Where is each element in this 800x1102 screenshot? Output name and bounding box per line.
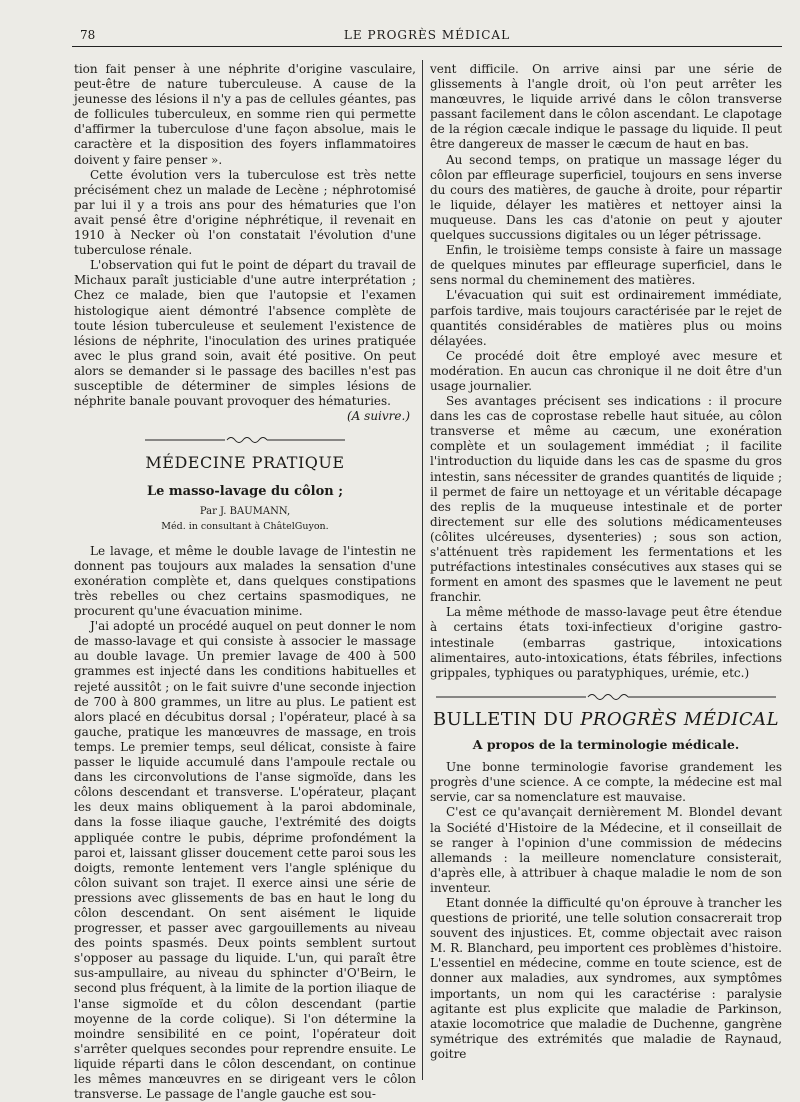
paragraph: Cette évolution vers la tuberculose est très nette précisément chez un malade de Lecène ; néphrotomisé par lui il y a trois ans pour des hématuries que l'on avait pensé être d'origine néphrétique, il revenait en 1910 à Necker où l'on constatait l'évolution d'une tuberculose rénale.: [74, 167, 416, 258]
bulletin-journal-name: PROGRÈS MÉDICAL: [580, 708, 780, 730]
paragraph: La même méthode de masso-lavage peut être étendue à certains états toxi-infectieux d'origine gastro-intestinale (embarras gastrique, intoxications alimentaires, auto-intoxications, états fébriles, infections grippales, typhiques ou paratyphiques, urémie, etc.): [430, 605, 782, 680]
section-title: MÉDECINE PRATIQUE: [145, 453, 345, 473]
ornament-divider: [430, 691, 782, 706]
article-title: Le masso-lavage du côlon ;: [146, 484, 344, 500]
byline: Par J. BAUMANN,: [199, 505, 291, 517]
right-column: [430, 62, 782, 1062]
paragraph: L'observation qui fut le point de départ du travail de Michaux paraît justiciable d'une autre interprétation ; Chez ce malade, bien que l'autopsie et l'examen histologique aient démontré l'absence complète de toute lésion tuberculeuse et seulement l'existence de lésions de néphrite, l'inoculation des urines pratiquée avec le plus grand soin, avait été positive. On peut alors se demander si le passage des bacilles n'est pas susceptible de déterminer de simples lésions de néphrite banale pouvant provoquer des hématuries.: [74, 258, 416, 409]
paragraph: vent difficile. On arrive ainsi par une série de glissements à l'angle droit, où l'on peut arrêter les manœuvres, le liquide arrivé dans le côlon transverse passant facilement dans le côlon ascendant. Le clapotage de la région cæcale indique le passage du liquide. Il peut être dangereux de masser le cæcum de haut en bas.: [430, 62, 782, 152]
column-divider: [422, 60, 423, 1080]
paragraph: J'ai adopté un procédé auquel on peut donner le nom de masso-lavage et qui consiste à associer le massage au double lavage. Un premier lavage de 400 à 500 grammes est injecté dans les conditions habituelles et rejeté aussitôt ; on le fait suivre d'une seconde injection de 700 à 800 grammes, un litre au plus. Le patient est alors placé en décubitus dorsal ; l'opérateur, placé à sa gauche, pratique les manœuvres de massage, en trois temps. Le premier temps, seul délicat, consiste à faire passer le liquide accumulé dans l'ampoule rectale ou dans les circonvolutions de l'anse sigmoïde, dans les côlons descendant et transverse. L'opérateur, plaçant les deux mains obliquement à la paroi abdominale, dans la fosse iliaque gauche, l'extrémité des doigts appliquée contre le pubis, déprime profondément la paroi et, laissant glisser doucement cette paroi sous les doigts, remonte lentement vers l'angle splénique du côlon suivant son trajet. Il exerce ainsi une série de pressions avec glissements de bas en haut le long du côlon descendant. On sent aisément le liquide progresser, et passer avec gargouillements au niveau des points spasmés. Deux points semblent surtout s'opposer au passage du liquide. L'un, qui paraît être sus-ampullaire, au niveau du sphincter d'O'Beirn, le second plus fréquent, à la limite de la portion iliaque de l'anse sigmoïde et du côlon descendant (partie moyenne de la corde colique). Si l'on détermine la moindre sensibilité en ce point, l'opérateur doit s'arrêter quelques secondes pour reprendre ensuite. Le liquide réparti dans le côlon descendant, on continue les mêmes manœuvres en se dirigeant vers le côlon transverse. Le passage de l'angle gauche est sou-: [74, 619, 416, 1102]
running-header: [72, 24, 782, 47]
paragraph: L'évacuation qui suit est ordinairement immédiate, parfois tardive, mais toujours caractérisée par le rejet de quantités considérables de matières plus ou moins délayées.: [430, 288, 782, 348]
ornament-divider: [74, 434, 416, 449]
paragraph: Ce procédé doit être employé avec mesure et modération. En aucun cas chronique il ne doit être d'un usage journalier.: [430, 348, 782, 393]
paragraph: Le lavage, et même le double lavage de l'intestin ne donnent pas toujours aux malades la sensation d'une exonération complète et, dans quelques constipations très rebelles ou chez certains spasmodiques, ne procurent qu'une évacuation minime.: [74, 543, 416, 619]
page-number: 78: [80, 28, 96, 42]
to-be-continued: (A suivre.): [347, 409, 410, 424]
journal-title: LE PROGRÈS MÉDICAL: [343, 28, 511, 42]
paragraph: Etant donnée la difficulté qu'on éprouve à trancher les questions de priorité, une telle solution consacrerait trop souvent des injustices. Et, comme objectait avec raison M. R. Blanchard, peu importent ces problèmes d'histoire. L'essentiel en médecine, comme en toute science, est de donner aux maladies, aux syndromes, aux symptômes importants, un nom qui les caractérise : paralysie agitante est plus explicite que maladie de Parkinson, ataxie locomotrice que maladie de Duchenne, gangrène symétrique des extrémités que maladie de Raynaud, goitre: [430, 895, 782, 1061]
left-column: [74, 62, 416, 1102]
paragraph: Une bonne terminologie favorise grandement les progrès d'une science. A ce compte, la médecine est mal servie, car sa nomenclature est mauvaise.: [430, 760, 782, 805]
paragraph: Ses avantages précisent ses indications : il procure dans les cas de coprostase rebelle haut située, au côlon transverse et même au cæcum, une exonération complète et un soulagement immédiat ; il facilite l'introduction du liquide dans les cas de spasme du gros intestin, sans nécessiter de grandes quantités de liquide ; il permet de faire un nettoyage et un véritable décapage des replis de la muqueuse intestinale et de porter directement sur elle des solutions médicamenteuses (côlites ulcéreuses, dysenteries) ; sous son action, s'atténuent très rapidement les fermentations et les putréfactions intestinales consécutives aux stases qui se forment en amont des spasmes que le lavement ne peut franchir.: [430, 394, 782, 605]
paragraph: Au second temps, on pratique un massage léger du côlon par effleurage superficiel, toujours en sens inverse du cours des matières, de gauche à droite, pour répartir le liquide, délayer les matières et nettoyer ainsi la muqueuse. Dans les cas d'atonie on peut y ajouter quelques succussions digitales ou un léger pétrissage.: [430, 152, 782, 243]
paragraph: C'est ce qu'avançait dernièrement M. Blondel devant la Société d'Histoire de la Médecine, et il conseillait de se ranger à l'opinion d'une commission de médecins allemands : la meilleure nomenclature consisterait, d'après elle, à attribuer à chaque maladie le nom de son inventeur.: [430, 805, 782, 895]
bulletin-heading: [430, 708, 782, 730]
paragraph: Enfin, le troisième temps consiste à faire un massage de quelques minutes par effleurage superficiel, dans le sens normal du cheminement des matières.: [430, 243, 782, 288]
article-title: A propos de la terminologie médicale.: [472, 737, 740, 753]
bulletin-prefix: BULLETIN DU: [432, 708, 581, 730]
paragraph: tion fait penser à une néphrite d'origine vasculaire, peut-être de nature tuberculeuse. A cause de la jeunesse des lésions il n'y a pas de cellules géantes, pas de follicules tuberculeux, en somme rien qui permette d'affirmer la tuberculose d'une façon absolue, mais le caractère et la disposition des foyers inflammatoires doivent y faire penser ».: [74, 62, 416, 167]
author-affiliation: Méd. in consultant à ChâtelGuyon.: [161, 520, 329, 532]
